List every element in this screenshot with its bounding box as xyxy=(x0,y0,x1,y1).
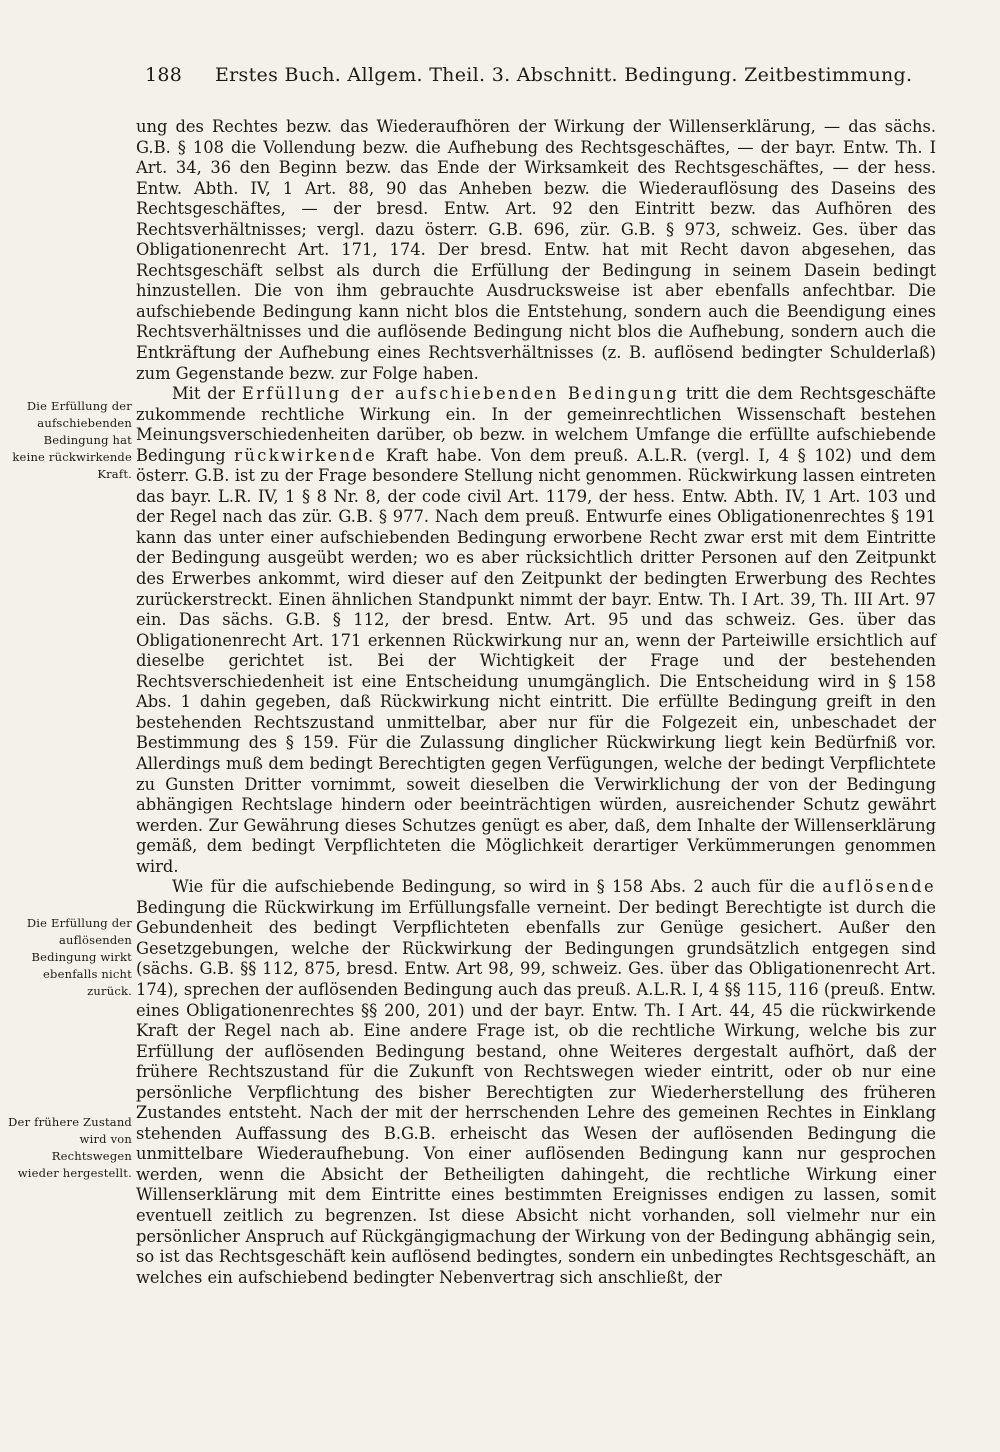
margin-note-frueherer-zustand: Der frühere Zustand wird von Rechtswegen wieder hergestellt. xyxy=(8,1115,132,1180)
paragraph-2-emphasis: Erfüllung der aufschiebenden Bedingung xyxy=(241,384,680,404)
running-header xyxy=(145,64,935,86)
paragraph-2 xyxy=(136,384,936,877)
paragraph-3-intro: Wie für die aufschiebende Bedingung, so wird in § 158 Abs. 2 auch für die xyxy=(172,877,823,897)
margin-note-aufloesende: Die Erfüllung der auflösenden Bedingung wirkt ebenfalls nicht zurück. xyxy=(26,916,132,998)
paragraph-1: ung des Rechtes bezw. das Wiederaufhören der Wirkung der Willenserklärung, — das sächs. G.B. § 108 die Vollendung bezw. die Aufhebung des Rechtsgeschäftes, — der bayr. Entw. Th. I Art. 34, 36 den Beginn bezw. das Ende der Wirksamkeit des Rechtsgeschäftes, — der hess. Entw. Abth. IV, 1 Art. 88, 90 das Anheben bezw. die Wiederauflösung des Daseins des Rechtsgeschäftes, — der bresd. Entw. Art. 92 den Eintritt bezw. das Aufhören des Rechtsverhältnisses; vergl. dazu österr. G.B. 696, zür. G.B. § 973, schweiz. Ges. über das Obligationenrecht Art. 171, 174. Der bresd. Entw. hat mit Recht davon abgesehen, das Rechtsgeschäft selbst als durch die Erfüllung der Bedingung in seinem Dasein bedingt hinzustellen. Die von ihm gebrauchte Ausdrucksweise ist aber ebenfalls anfechtbar. Die aufschiebende Bedingung kann nicht blos die Entstehung, sondern auch die Beendigung eines Rechtsverhältnisses und die auflösende Bedingung nicht blos die Aufhebung, sondern auch die Entkräftung der Aufhebung eines Rechtsverhältnisses (z. B. auflösend bedingter Schulderlaß) zum Gegenstande bezw. zur Folge haben. xyxy=(136,117,936,383)
paragraph-2-emphasis-rueckwirkende: rückwirkende xyxy=(234,445,378,465)
paragraph-3 xyxy=(136,877,936,1288)
paragraph-3-rest: Bedingung die Rückwirkung im Erfüllungsfalle verneint. Der bedingt Berechtigte ist durch die Gebundenheit des bedingt Verpflichteten ebenfalls zur Genüge gesichert. Außer den Gesetzgebungen, welche der Rückwirkung der Bedingungen grundsätzlich entgegen sind (sächs. G.B. §§ 112, 875, bresd. Entw. Art 98, 99, schweiz. Ges. über das Obligationenrecht Art. 174), sprechen der auflösenden Bedingung auch das preuß. A.L.R. I, 4 §§ 115, 116 (preuß. Entw. eines Obligationenrechtes §§ 200, 201) und der bayr. Entw. Th. I Art. 44, 45 die rückwirkende Kraft der Regel nach ab. Eine andere Frage ist, ob die rechtliche Wirkung, welche bis zur Erfüllung der auflösenden Bedingung bestand, ohne Weiteres dergestalt aufhört, daß der frühere Rechtszustand für die Zukunft von Rechtswegen wieder eintritt, oder ob nur eine persönliche Verpflichtung des bisher Berechtigten zur Wiederherstellung des früheren Zustandes entsteht. Nach der mit der herrschenden Lehre des gemeinen Rechtes in Einklang stehenden Auffassung des B.G.B. erheischt das Wesen der auflösenden Bedingung die unmittelbare Wiederaufhebung. Von einer auflösenden Bedingung kann nur gesprochen werden, wenn die Absicht der Betheiligten dahingeht, die rechtliche Wirkung einer Willenserklärung mit dem Eintritte eines bestimmten Ereignisses endigen zu lassen, somit eventuell zeitlich zu begrenzen. Ist diese Absicht nicht vorhanden, soll vielmehr nur ein persönlicher Anspruch auf Rückgängigmachung der Wirkung von der Bedingung abhängig sein, so ist das Rechtsgeschäft kein auflösend bedingtes, sondern ein unbedingtes Rechtsgeschäft, an welches ein aufschiebend bedingter Nebenvertrag sich anschließt, der xyxy=(136,897,936,1287)
running-title: Erstes Buch. Allgem. Theil. 3. Abschnitt. Bedingung. Zeitbestimmung. xyxy=(215,64,913,86)
paragraph-3-emphasis: auflösende xyxy=(822,877,936,897)
paragraph-2-middle: tritt die dem Rechtsgeschäfte zukommende rechtliche Wirkung ein. In der gemeinrechtlichen Wissenschaft bestehen Meinungsverschiedenheiten darüber, ob bezw. in welchem Umfange die erfüllte aufschiebende Bedingung xyxy=(136,384,936,465)
page-number: 188 xyxy=(145,64,183,86)
main-text xyxy=(136,117,936,1288)
paragraph-2-intro: Mit der xyxy=(172,384,242,404)
margin-note-aufschiebende: Die Erfüllung der aufschiebenden Bedingung hat keine rückwirkende Kraft. xyxy=(12,399,132,481)
paragraph-2-rest: Kraft habe. Von dem preuß. A.L.R. (vergl. I, 4 § 102) und dem österr. G.B. ist zu der Frage besondere Stellung nicht genommen. Rückwirkung lassen eintreten das bayr. L.R. IV, 1 § 8 Nr. 8, der code civil Art. 1179, der hess. Entw. Abth. IV, 1 Art. 103 und der Regel nach das zür. G.B. § 977. Nach dem preuß. Entwurfe eines Obligationenrechtes § 191 kann das unter einer aufschiebenden Bedingung erworbene Recht zwar erst mit dem Eintritte der Bedingung ausgeübt werden; wo es aber rücksichtlich dritter Personen auf den Zeitpunkt des Erwerbes ankommt, wird dieser auf den Zeitpunkt der bedingten Erwerbung des Rechtes zurückerstreckt. Einen ähnlichen Standpunkt nimmt der bayr. Entw. Th. I Art. 39, Th. III Art. 97 ein. Das sächs. G.B. § 112, der bresd. Entw. Art. 95 und das schweiz. Ges. über das Obligationenrecht Art. 171 erkennen Rückwirkung nur an, wenn der Parteiwille ersichtlich auf dieselbe gerichtet ist. Bei der Wichtigkeit der Frage und der bestehenden Rechtsverschiedenheit ist eine Entscheidung unumgänglich. Die Entscheidung wird in § 158 Abs. 1 dahin gegeben, daß Rückwirkung nicht eintritt. Die erfüllte Bedingung greift in den bestehenden Rechtszustand unmittelbar, aber nur für die Folgezeit ein, unbeschadet der Bestimmung des § 159. Für die Zulassung dinglicher Rückwirkung liegt kein Bedürfniß vor. Allerdings muß dem bedingt Berechtigten gegen Verfügungen, welche der bedingt Verpflichtete zu Gunsten Dritter vornimmt, soweit dieselben die Verwirklichung der von der Bedingung abhängigen Rechtslage hindern oder beeinträchtigen würden, ausreichender Schutz gewährt werden. Zur Gewährung dieses Schutzes genügt es aber, daß, dem Inhalte der Willenserklärung gemäß, dem bedingt Verpflichteten die Möglichkeit derartiger Verkümmerungen genommen wird. xyxy=(136,445,936,876)
